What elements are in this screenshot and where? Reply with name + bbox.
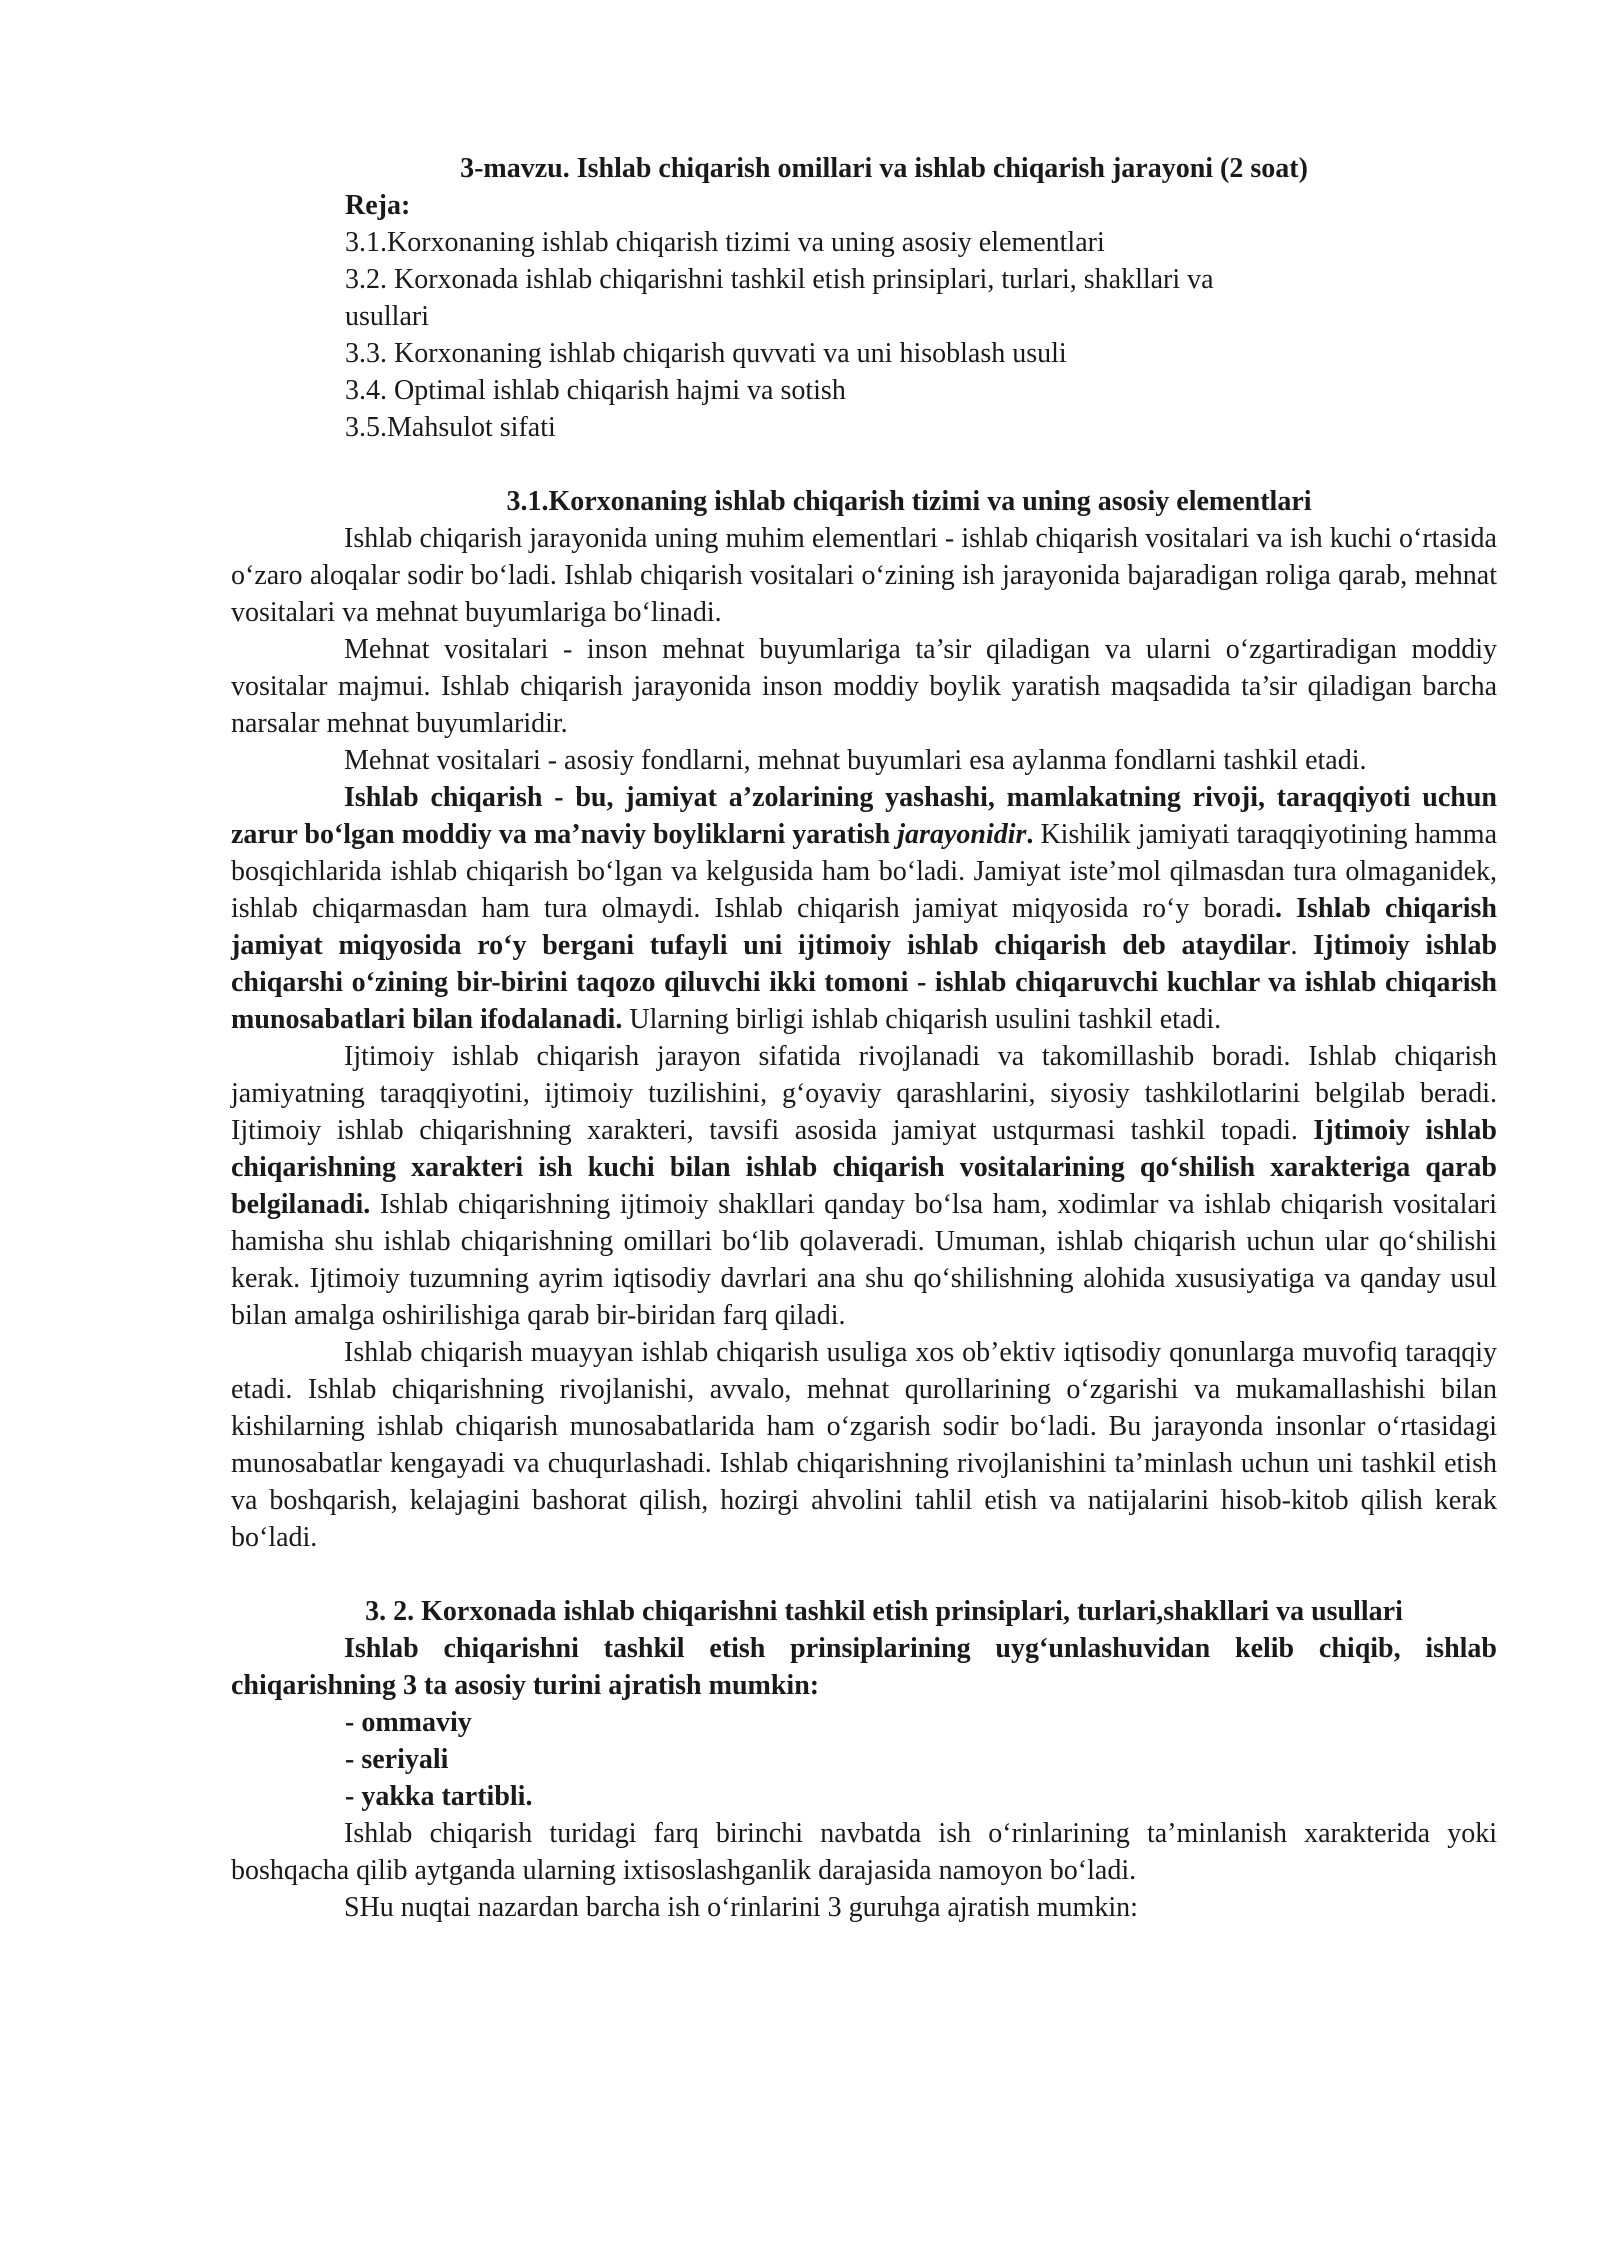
definition-bold: Ishlab chiqarish - bu, jamiyat a’zolarining yashashi, mamlakatning rivoji, taraqqiyoti uchun zarur bo‘lgan moddiy va ma’naviy boyliklarni yaratish: [231, 782, 1497, 850]
plan-heading: Reja:: [345, 190, 411, 221]
plan: [231, 187, 1497, 446]
plan-item: 3.4. Optimal ishlab chiqarish hajmi va sotish: [345, 375, 846, 406]
definition-dot: .: [1026, 819, 1034, 850]
plan-item: 3.3. Korxonaning ishlab chiqarish quvvati va uni hisoblash usuli: [345, 338, 1067, 369]
paragraph-text: Ishlab chiqarishning ijtimoiy shakllari qanday bo‘lsa ham, xodimlar va ishlab chiqarish vositalari hamisha shu ishlab chiqarishning omillari bo‘lib qolaveradi. Umuman, ishlab chiqarish uchun ular qo‘shilishi kerak. Ijtimoiy tuzumning ayrim iqtisodiy davrlari ana shu qo‘shilishning alohida xususiyatiga va qanday usul bilan amalga oshirilishiga qarab bir-biridan farq qiladi.: [231, 1189, 1497, 1331]
production-types-list: [231, 1704, 1497, 1815]
section1-paragraph-5: [231, 1038, 1497, 1334]
section1-paragraph-3: Mehnat vositalari - asosiy fondlarni, mehnat buyumlari esa aylanma fondlarni tashkil etadi.: [344, 745, 1367, 776]
section2-paragraph-3: SHu nuqtai nazardan barcha ish o‘rinlarini 3 guruhga ajratish mumkin:: [344, 1892, 1138, 1923]
paragraph-text: Kishilik jamiyati taraqqiyotining hamma bosqichlarida ishlab chiqarish bo‘lgan va kelgusida ham bo‘ladi. Jamiyat iste’mol qilmasdan tura olmaganidek, ishlab chiqarmasdan ham tura olmaydi. Ishlab chiqarish jamiyat miqyosida ro‘y boradi: [231, 819, 1497, 924]
definition-bold-italic: jarayonidir: [897, 819, 1027, 850]
emphasis-bold: Ijtimoiy ishlab chiqarshi o‘zining bir-birini taqozo qiluvchi ikki tomoni - ishlab chiqaruvchi kuchlar va ishlab chiqarish munosabatlari bilan ifodalanadi.: [231, 930, 1498, 1035]
spacer: [231, 446, 1497, 483]
list-item: - yakka tartibli.: [345, 1781, 533, 1812]
list-item: - ommaviy: [345, 1707, 472, 1738]
section2-paragraph-2: Ishlab chiqarish turidagi farq birinchi navbatda ish o‘rinlarining ta’minlanish xarakterida yoki boshqacha qilib aytganda ularning ixtisoslashganlik darajasida namoyon bo‘ladi.: [231, 1818, 1497, 1886]
plan-item: 3.5.Mahsulot sifati: [345, 412, 556, 443]
section2-paragraph-1: Ishlab chiqarishni tashkil etish prinsiplarining uyg‘unlashuvidan kelib chiqib, ishlab chiqarishning 3 ta asosiy turini ajratish mumkin:: [231, 1633, 1497, 1701]
emphasis-bold: Ijtimoiy ishlab chiqarishning xarakteri ish kuchi bilan ishlab chiqarish vositalarining qo‘shilish xarakteriga qarab belgilanadi.: [231, 1115, 1497, 1220]
paragraph-text: Ularning birligi ishlab chiqarish usulini tashkil etadi.: [622, 1004, 1222, 1035]
list-item: - seriyali: [345, 1744, 449, 1775]
section2-heading: 3. 2. Korxonada ishlab chiqarishni tashkil etish prinsiplari, turlari,shakllari va usullari: [365, 1596, 1403, 1627]
document-page: [231, 150, 1497, 1926]
document-title: 3-mavzu. Ishlab chiqarish omillari va ishlab chiqarish jarayoni (2 soat): [460, 153, 1308, 184]
emphasis-bold: . Ishlab chiqarish jamiyat miqyosida ro‘y bergani tufayli uni ijtimoiy ishlab chiqarish deb ataydilar: [231, 893, 1497, 961]
paragraph-text: .: [1290, 930, 1314, 961]
section1-paragraph-4: [231, 779, 1497, 1038]
plan-item: 3.2. Korxonada ishlab chiqarishni tashkil etish prinsiplari, turlari, shakllari va usullari: [345, 264, 1214, 332]
spacer: [231, 1556, 1497, 1593]
paragraph-text: Ijtimoiy ishlab chiqarish jarayon sifatida rivojlanadi va takomillashib boradi. Ishlab chiqarish jamiyatning taraqqiyotini, ijtimoiy tuzilishini, g‘oyaviy qarashlarini, siyosiy tashkilotlarini belgilab beradi. Ijtimoiy ishlab chiqarishning xarakteri, tavsifi asosida jamiyat ustqurmasi tashkil topadi.: [231, 1041, 1497, 1146]
section1-paragraph-1: Ishlab chiqarish jarayonida uning muhim elementlari - ishlab chiqarish vositalari va ish kuchi o‘rtasida o‘zaro aloqalar sodir bo‘ladi. Ishlab chiqarish vositalari o‘zining ish jarayonida bajaradigan roliga qarab, mehnat vositalari va mehnat buyumlariga bo‘linadi.: [231, 523, 1497, 628]
section1-paragraph-2: Mehnat vositalari - inson mehnat buyumlariga ta’sir qiladigan va ularni o‘zgartiradigan moddiy vositalar majmui. Ishlab chiqarish jarayonida inson moddiy boylik yaratish maqsadida ta’sir qiladigan barcha narsalar mehnat buyumlaridir.: [231, 634, 1497, 739]
section1-paragraph-6: Ishlab chiqarish muayyan ishlab chiqarish usuliga xos ob’ektiv iqtisodiy qonunlarga muvofiq taraqqiy etadi. Ishlab chiqarishning rivojlanishi, avvalo, mehnat qurollarining o‘zgarishi va mukamallashishi bilan kishilarning ishlab chiqarish munosabatlarida ham o‘zgarish sodir bo‘ladi. Bu jarayonda insonlar o‘rtasidagi munosabatlar kengayadi va chuqurlashadi. Ishlab chiqarishning rivojlanishini ta’minlash uchun uni tashkil etish va boshqarish, kelajagini bashorat qilish, hozirgi ahvolini tahlil etish va natijalarini hisob-kitob qilish kerak bo‘ladi.: [231, 1337, 1497, 1553]
section1-heading: 3.1.Korxonaning ishlab chiqarish tizimi va uning asosiy elementlari: [506, 486, 1312, 517]
plan-item: 3.1.Korxonaning ishlab chiqarish tizimi va uning asosiy elementlari: [345, 227, 1105, 258]
